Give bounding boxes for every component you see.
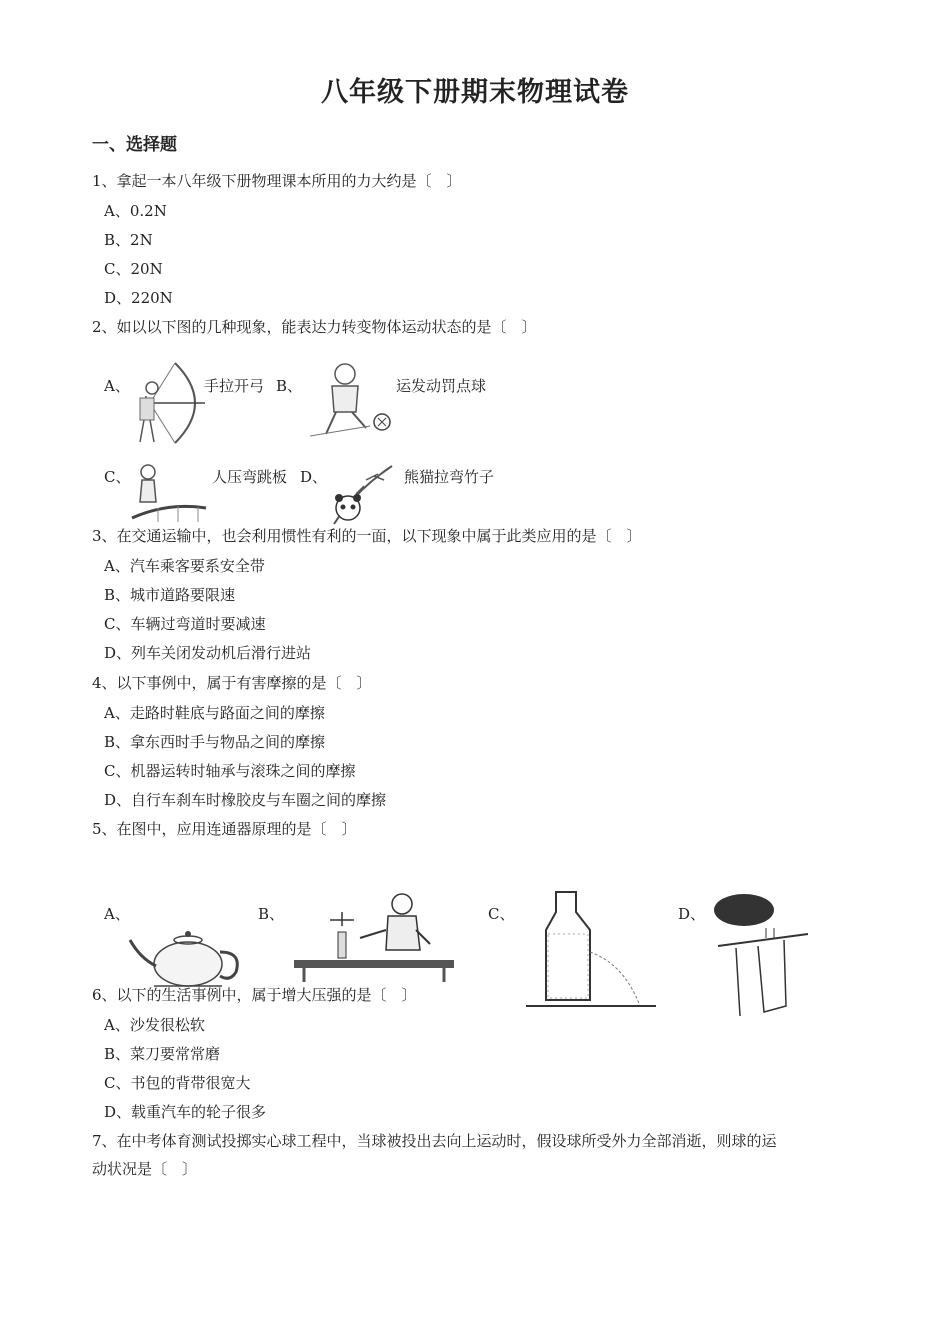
q2-option-d-letter: D、 bbox=[300, 468, 328, 486]
q2-option-b-letter: B、 bbox=[276, 377, 303, 395]
q1-option-d: D、220N bbox=[104, 289, 173, 307]
q5-option-c-letter: C、 bbox=[488, 905, 515, 923]
q1-option-c: C、20N bbox=[104, 260, 163, 278]
q2-option-c-letter: C、 bbox=[104, 468, 131, 486]
q6-option-c: C、书包的背带很宽大 bbox=[104, 1074, 251, 1092]
q5-option-d-letter: D、 bbox=[678, 905, 706, 923]
q4-stem: 4、以下事例中，属于有害摩擦的是〔 〕 bbox=[92, 674, 372, 692]
q4-option-c: C、机器运转时轴承与滚珠之间的摩擦 bbox=[104, 762, 356, 780]
q4-option-b: B、拿东西时手与物品之间的摩擦 bbox=[104, 733, 326, 751]
q3-option-d: D、列车关闭发动机后滑行进站 bbox=[104, 644, 312, 662]
q5-stem: 5、在图中，应用连通器原理的是〔 〕 bbox=[92, 820, 357, 838]
paper-blowing-image bbox=[708, 888, 820, 1020]
q7-stem-line2: 动状况是〔 〕 bbox=[92, 1160, 198, 1178]
q3-option-c: C、车辆过弯道时要减速 bbox=[104, 615, 266, 633]
q3-option-b: B、城市道路要限速 bbox=[104, 586, 236, 604]
q5-option-b-letter: B、 bbox=[258, 905, 285, 923]
panda-bamboo-image bbox=[326, 460, 396, 526]
q2-option-b-caption: 运发动罚点球 bbox=[396, 377, 487, 395]
page-title: 八年级下册期末物理试卷 bbox=[321, 77, 629, 108]
q6-option-a: A、沙发很松软 bbox=[104, 1016, 205, 1034]
teapot-image bbox=[126, 922, 246, 990]
q1-stem: 1、拿起一本八年级下册物理课本所用的力大约是〔 〕 bbox=[92, 172, 462, 190]
q3-stem: 3、在交通运输中，也会利用惯性有利的一面，以下现象中属于此类应用的是〔 〕 bbox=[92, 527, 642, 545]
q4-option-a: A、走路时鞋底与路面之间的摩擦 bbox=[104, 704, 325, 722]
q3-option-a: A、汽车乘客要系安全带 bbox=[104, 557, 265, 575]
q6-option-b: B、菜刀要常常磨 bbox=[104, 1045, 221, 1063]
q2-option-a-caption: 手拉开弓 bbox=[204, 377, 265, 395]
q7-stem-line1: 7、在中考体育测试投掷实心球工程中，当球被投出去向上运动时，假设球所受外力全部消逝，则球的运 bbox=[92, 1132, 777, 1150]
q2-option-d-caption: 熊猫拉弯竹子 bbox=[404, 468, 495, 486]
bottle-image bbox=[524, 890, 658, 1012]
bench-worker-image bbox=[290, 890, 460, 982]
q2-option-a-letter: A、 bbox=[104, 377, 130, 395]
diving-board-image bbox=[128, 462, 208, 526]
q5-option-a-letter: A、 bbox=[104, 905, 130, 923]
q6-option-d: D、载重汽车的轮子很多 bbox=[104, 1103, 267, 1121]
q2-option-c-caption: 人压弯跳板 bbox=[212, 468, 288, 486]
q4-option-d: D、自行车刹车时橡胶皮与车圈之间的摩擦 bbox=[104, 791, 387, 809]
q6-stem: 6、以下的生活事例中，属于增大压强的是〔 〕 bbox=[92, 986, 417, 1004]
q2-stem: 2、如以以下图的几种现象，能表达力转变物体运动状态的是〔 〕 bbox=[92, 318, 537, 336]
section-heading: 一、选择题 bbox=[92, 135, 177, 155]
q1-option-b: B、2N bbox=[104, 231, 153, 249]
soccer-player-image bbox=[300, 360, 392, 442]
archer-image bbox=[130, 358, 210, 446]
q1-option-a: A、0.2N bbox=[104, 202, 167, 220]
